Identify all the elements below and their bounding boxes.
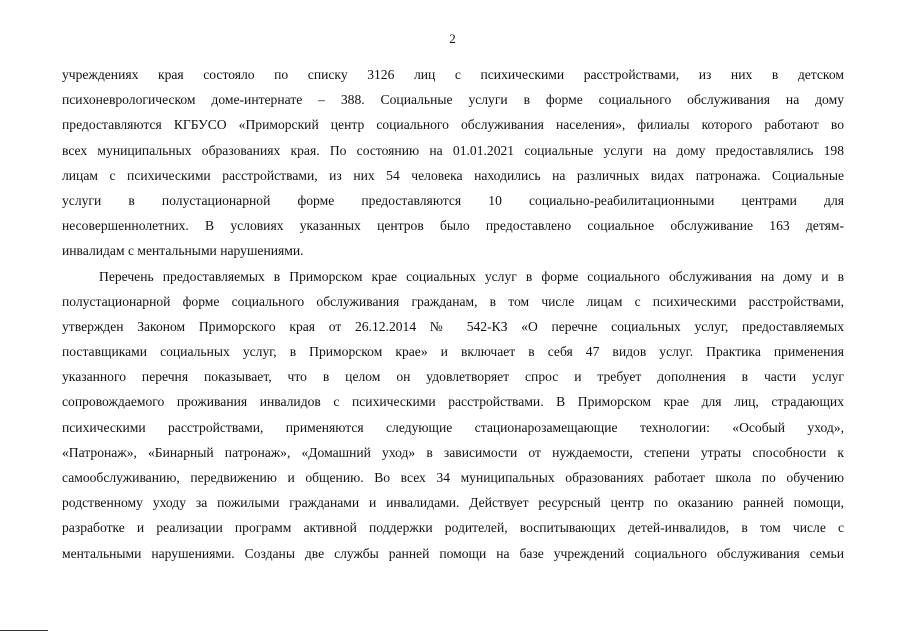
text-line: «Патронаж», «Бинарный патронаж», «Домашний уход» в зависимости от нуждаемости, степени утраты способности к [62, 444, 844, 460]
text-line: самообслуживанию, передвижению и общению. Во всех 34 муниципальных образованиях работает школа по обучению [62, 470, 844, 485]
text-line: утвержден Законом Приморского края от 26.12.2014 № 542-КЗ «О перечне социальных услуг, предоставляемых [62, 318, 844, 334]
text-line: Перечень предоставляемых в Приморском крае социальных услуг в форме социального обслуживания на дому и в [99, 268, 844, 284]
paragraph-2 [62, 264, 844, 566]
text-line: родственному уходу за пожилыми гражданами и инвалидами. Действует ресурсный центр по оказанию ранней помощи, [62, 495, 844, 511]
text-line: психоневрологическом доме-интернате – 388. Социальные услуги в форме социального обслуживания на дому [62, 92, 844, 108]
page-number: 2 [449, 31, 456, 46]
text-line: несовершеннолетних. В условиях указанных центров было предоставлено социальное обслуживание 163 детям- [62, 218, 844, 234]
text-line: лицам с психическими расстройствами, из них 54 человека находились на различных видах патронажа. Социальные [62, 167, 844, 183]
text-line: инвалидам с ментальными нарушениями. [62, 243, 304, 259]
text-line: учреждениях края состояло по списку 3126 лиц с психическими расстройствами, из них в детском [62, 67, 844, 82]
text-line: ментальными нарушениями. Созданы две службы ранней помощи на базе учреждений социального обслуживания семьи [62, 545, 844, 561]
text-line: сопровождаемого проживания инвалидов с психическими расстройствами. В Приморском крае для лиц, страдающих [62, 394, 844, 410]
text-line: услуги в полустационарной форме предоставляются 10 социально-реабилитационными центрами для [62, 192, 844, 208]
text-line: всех муниципальных образованиях края. По состоянию на 01.01.2021 социальные услуги на дому предоставлялись 198 [62, 142, 844, 158]
text-line: психическими расстройствами, применяются следующие стационарозамещающие технологии: «Особый уход», [62, 419, 844, 435]
footer-divider [0, 630, 48, 631]
text-line: предоставляются КГБУСО «Приморский центр социального обслуживания населения», филиалы которого работают во [62, 117, 844, 133]
text-line: указанного перечня показывает, что в целом он удовлетворяет спрос и требует дополнения в части услуг [62, 369, 844, 385]
document-body [62, 62, 844, 566]
text-line: полустационарной форме социального обслуживания гражданам, в том числе лицам с психическими расстройствами, [62, 293, 844, 309]
paragraph-1 [62, 62, 844, 264]
text-line: разработке и реализации программ активной поддержки родителей, воспитывающих детей-инвалидов, в том числе с [62, 520, 844, 536]
text-line: поставщиками социальных услуг, в Приморском крае» и включает в себя 47 видов услуг. Практика применения [62, 344, 844, 360]
